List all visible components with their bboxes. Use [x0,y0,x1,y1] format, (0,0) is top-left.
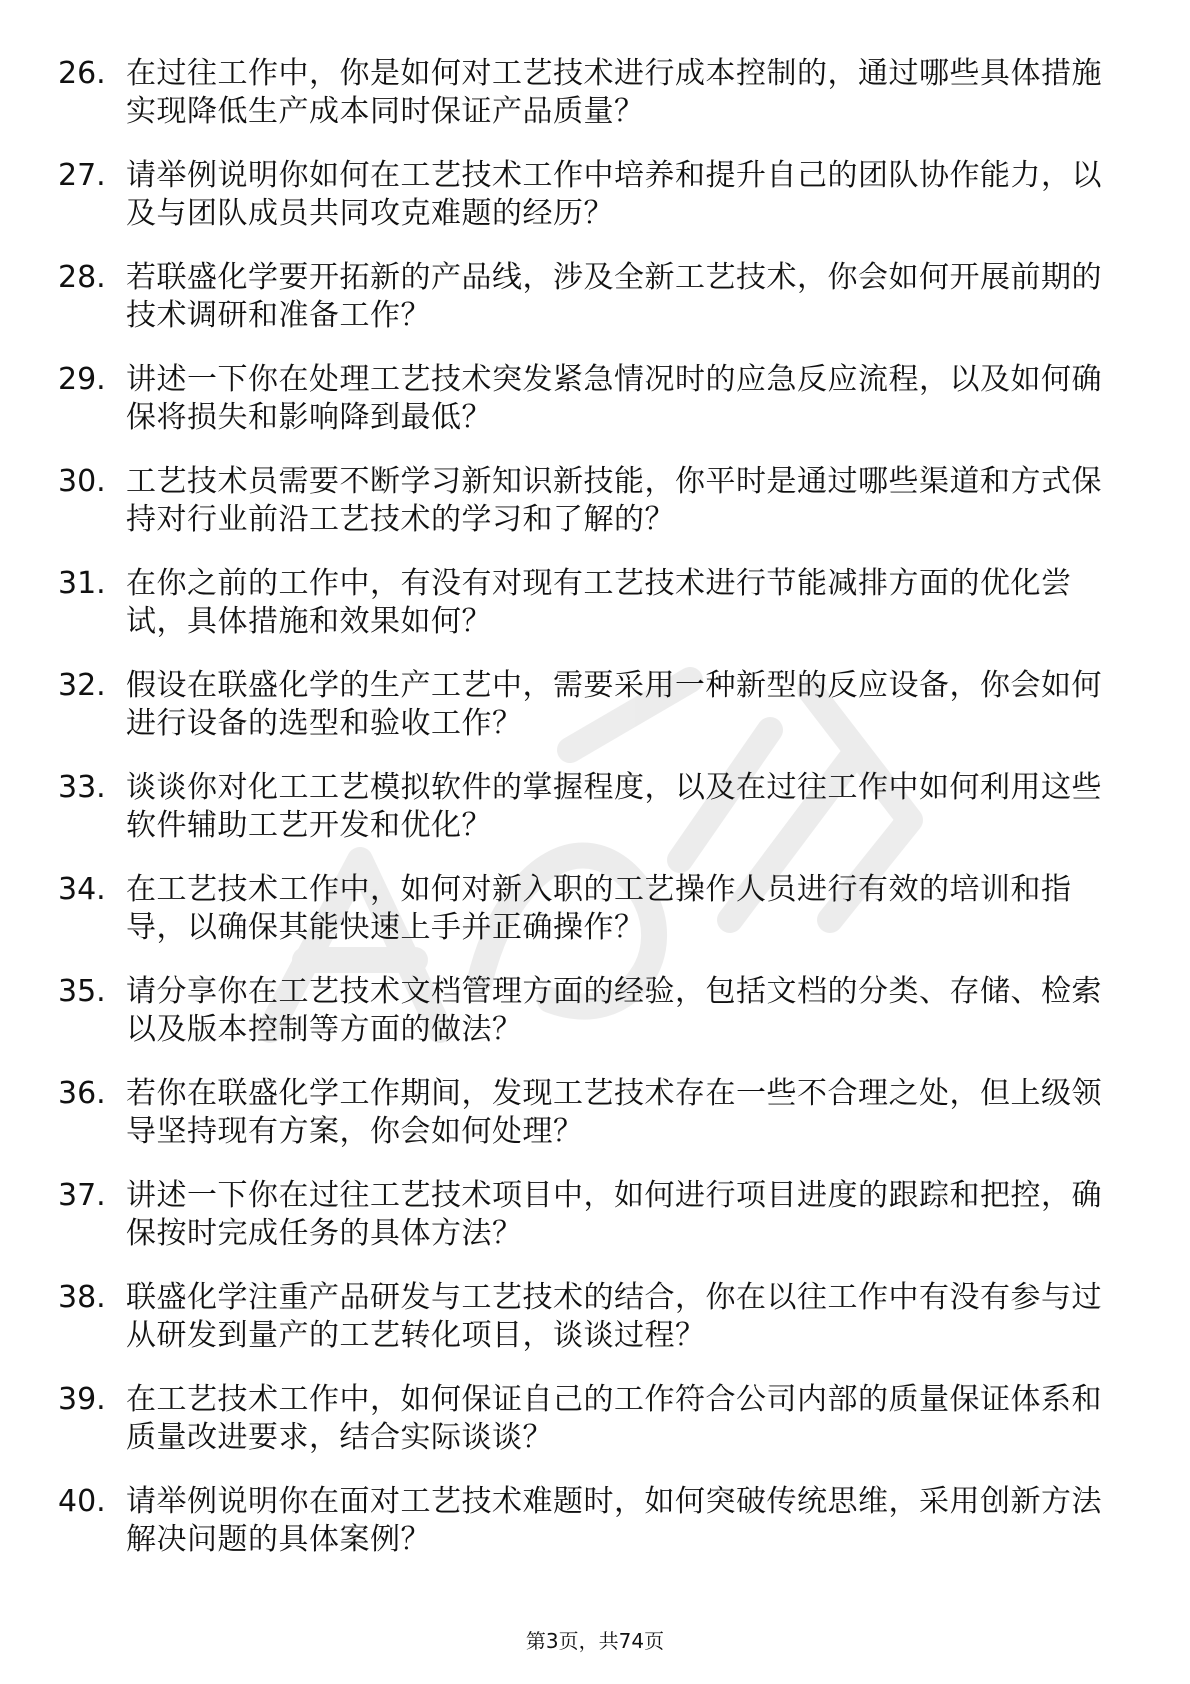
question-text: 讲述一下你在处理工艺技术突发紧急情况时的应急反应流程，以及如何确保将损失和影响降到最低？ [126,362,1102,435]
question-item [58,1483,1108,1559]
question-text: 谈谈你对化工工艺模拟软件的掌握程度，以及在过往工作中如何利用这些软件辅助工艺开发和优化？ [126,770,1102,843]
question-number: 39. [58,1382,106,1417]
question-number: 36. [58,1076,106,1111]
question-text: 在你之前的工作中，有没有对现有工艺技术进行节能减排方面的优化尝试，具体措施和效果如何？ [126,566,1072,639]
page-footer [0,1629,1190,1653]
question-number: 40. [58,1484,106,1519]
question-item [58,1075,1108,1151]
page-number-label: 第3页，共74页 [525,1629,665,1653]
question-number: 31. [58,566,106,601]
question-item [58,973,1108,1049]
question-item [58,55,1108,131]
question-text: 在工艺技术工作中，如何保证自己的工作符合公司内部的质量保证体系和质量改进要求，结合实际谈谈？ [126,1382,1102,1455]
question-item [58,667,1108,743]
question-number: 26. [58,56,106,91]
question-item [58,565,1108,641]
question-text: 在工艺技术工作中，如何对新入职的工艺操作人员进行有效的培训和指导，以确保其能快速上手并正确操作？ [126,872,1072,945]
question-number: 29. [58,362,106,397]
question-item [58,1279,1108,1355]
question-text: 若联盛化学要开拓新的产品线，涉及全新工艺技术，你会如何开展前期的技术调研和准备工作？ [126,260,1102,333]
question-number: 30. [58,464,106,499]
question-item [58,1381,1108,1457]
question-item [58,871,1108,947]
question-text: 若你在联盛化学工作期间，发现工艺技术存在一些不合理之处，但上级领导坚持现有方案，你会如何处理？ [126,1076,1102,1149]
question-text: 请举例说明你在面对工艺技术难题时，如何突破传统思维，采用创新方法解决问题的具体案例？ [126,1484,1102,1557]
question-number: 35. [58,974,106,1009]
question-item [58,769,1108,845]
question-number: 33. [58,770,106,805]
question-text: 联盛化学注重产品研发与工艺技术的结合，你在以往工作中有没有参与过从研发到量产的工艺转化项目，谈谈过程？ [126,1280,1102,1353]
question-text: 请分享你在工艺技术文档管理方面的经验，包括文档的分类、存储、检索以及版本控制等方面的做法？ [126,974,1102,1047]
question-list [58,55,1108,1585]
question-item [58,157,1108,233]
question-text: 讲述一下你在过往工艺技术项目中，如何进行项目进度的跟踪和把控，确保按时完成任务的具体方法？ [126,1178,1102,1251]
question-number: 34. [58,872,106,907]
question-number: 27. [58,158,106,193]
question-item [58,463,1108,539]
question-number: 37. [58,1178,106,1213]
question-item [58,1177,1108,1253]
question-text: 假设在联盛化学的生产工艺中，需要采用一种新型的反应设备，你会如何进行设备的选型和验收工作？ [126,668,1102,741]
question-text: 在过往工作中，你是如何对工艺技术进行成本控制的，通过哪些具体措施实现降低生产成本同时保证产品质量？ [126,56,1102,129]
question-number: 28. [58,260,106,295]
question-item [58,259,1108,335]
question-number: 32. [58,668,106,703]
question-text: 工艺技术员需要不断学习新知识新技能，你平时是通过哪些渠道和方式保持对行业前沿工艺技术的学习和了解的？ [126,464,1102,537]
question-text: 请举例说明你如何在工艺技术工作中培养和提升自己的团队协作能力，以及与团队成员共同攻克难题的经历？ [126,158,1102,231]
question-number: 38. [58,1280,106,1315]
question-item [58,361,1108,437]
